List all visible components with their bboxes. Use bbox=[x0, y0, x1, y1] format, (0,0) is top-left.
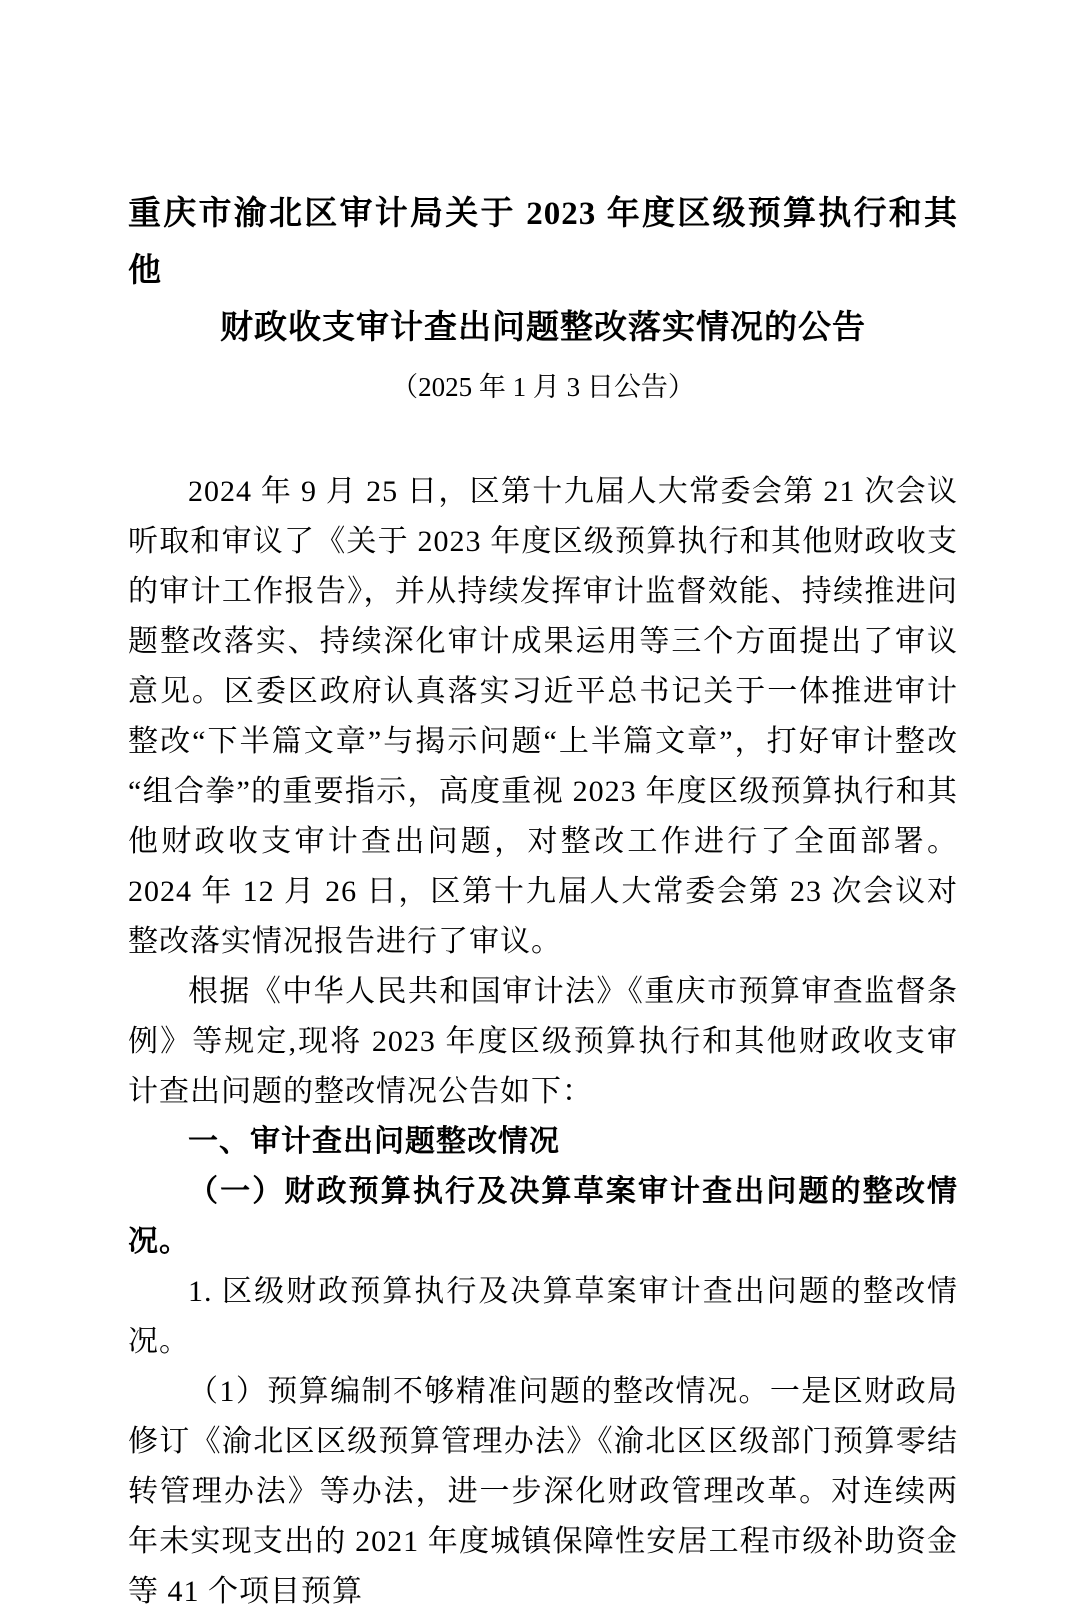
announcement-date-line: （2025 年 1 月 3 日公告） bbox=[391, 372, 695, 402]
paragraph-intro-review: 2024 年 9 月 25 日，区第十九届人大常委会第 21 次会议听取和审议了《关于 2023 年度区级预算执行和其他财政收支的审计工作报告》，并从持续发挥审计监督效能、持续推进问题整改落实、持续深化审计成果运用等三个方面提出了审议意见。区委区政府认真落实习近平总书记关于一体推进审计整改“下半篇文章”与揭示问题“上半篇文章”，打好审计整改“组合拳”的重要指示，高度重视 2023 年度区级预算执行和其他财政收支审计查出问题，对整改工作进行了全面部署。2024 年 12 月 26 日，区第十九届人大常委会第 23 次会议对整改落实情况报告进行了审议。 bbox=[128, 475, 958, 958]
paragraph-item-1: 1. 区级财政预算执行及决算草案审计查出问题的整改情况。 bbox=[128, 1275, 958, 1358]
document-body bbox=[128, 467, 958, 1617]
title-line-2: 财政收支审计查出问题整改落实情况的公告 bbox=[220, 310, 866, 346]
document-header bbox=[128, 186, 958, 409]
subsection-heading-fiscal-budget: （一）财政预算执行及决算草案审计查出问题的整改情况。 bbox=[128, 1175, 958, 1258]
title-line-1: 重庆市渝北区审计局关于 2023 年度区级预算执行和其他 bbox=[128, 196, 958, 289]
section-heading-audit-rectification: 一、审计查出问题整改情况 bbox=[188, 1125, 560, 1158]
document-title bbox=[128, 186, 958, 357]
paragraph-legal-basis: 根据《中华人民共和国审计法》《重庆市预算审查监督条例》等规定,现将 2023 年度区级预算执行和其他财政收支审计查出问题的整改情况公告如下： bbox=[128, 975, 958, 1108]
paragraph-item-1-1: （1）预算编制不够精准问题的整改情况。一是区财政局修订《渝北区区级预算管理办法》《渝北区区级部门预算零结转管理办法》等办法，进一步深化财政管理改革。对连续两年未实现支出的 2021 年度城镇保障性安居工程市级补助资金等 41 个项目预算 bbox=[128, 1375, 958, 1608]
